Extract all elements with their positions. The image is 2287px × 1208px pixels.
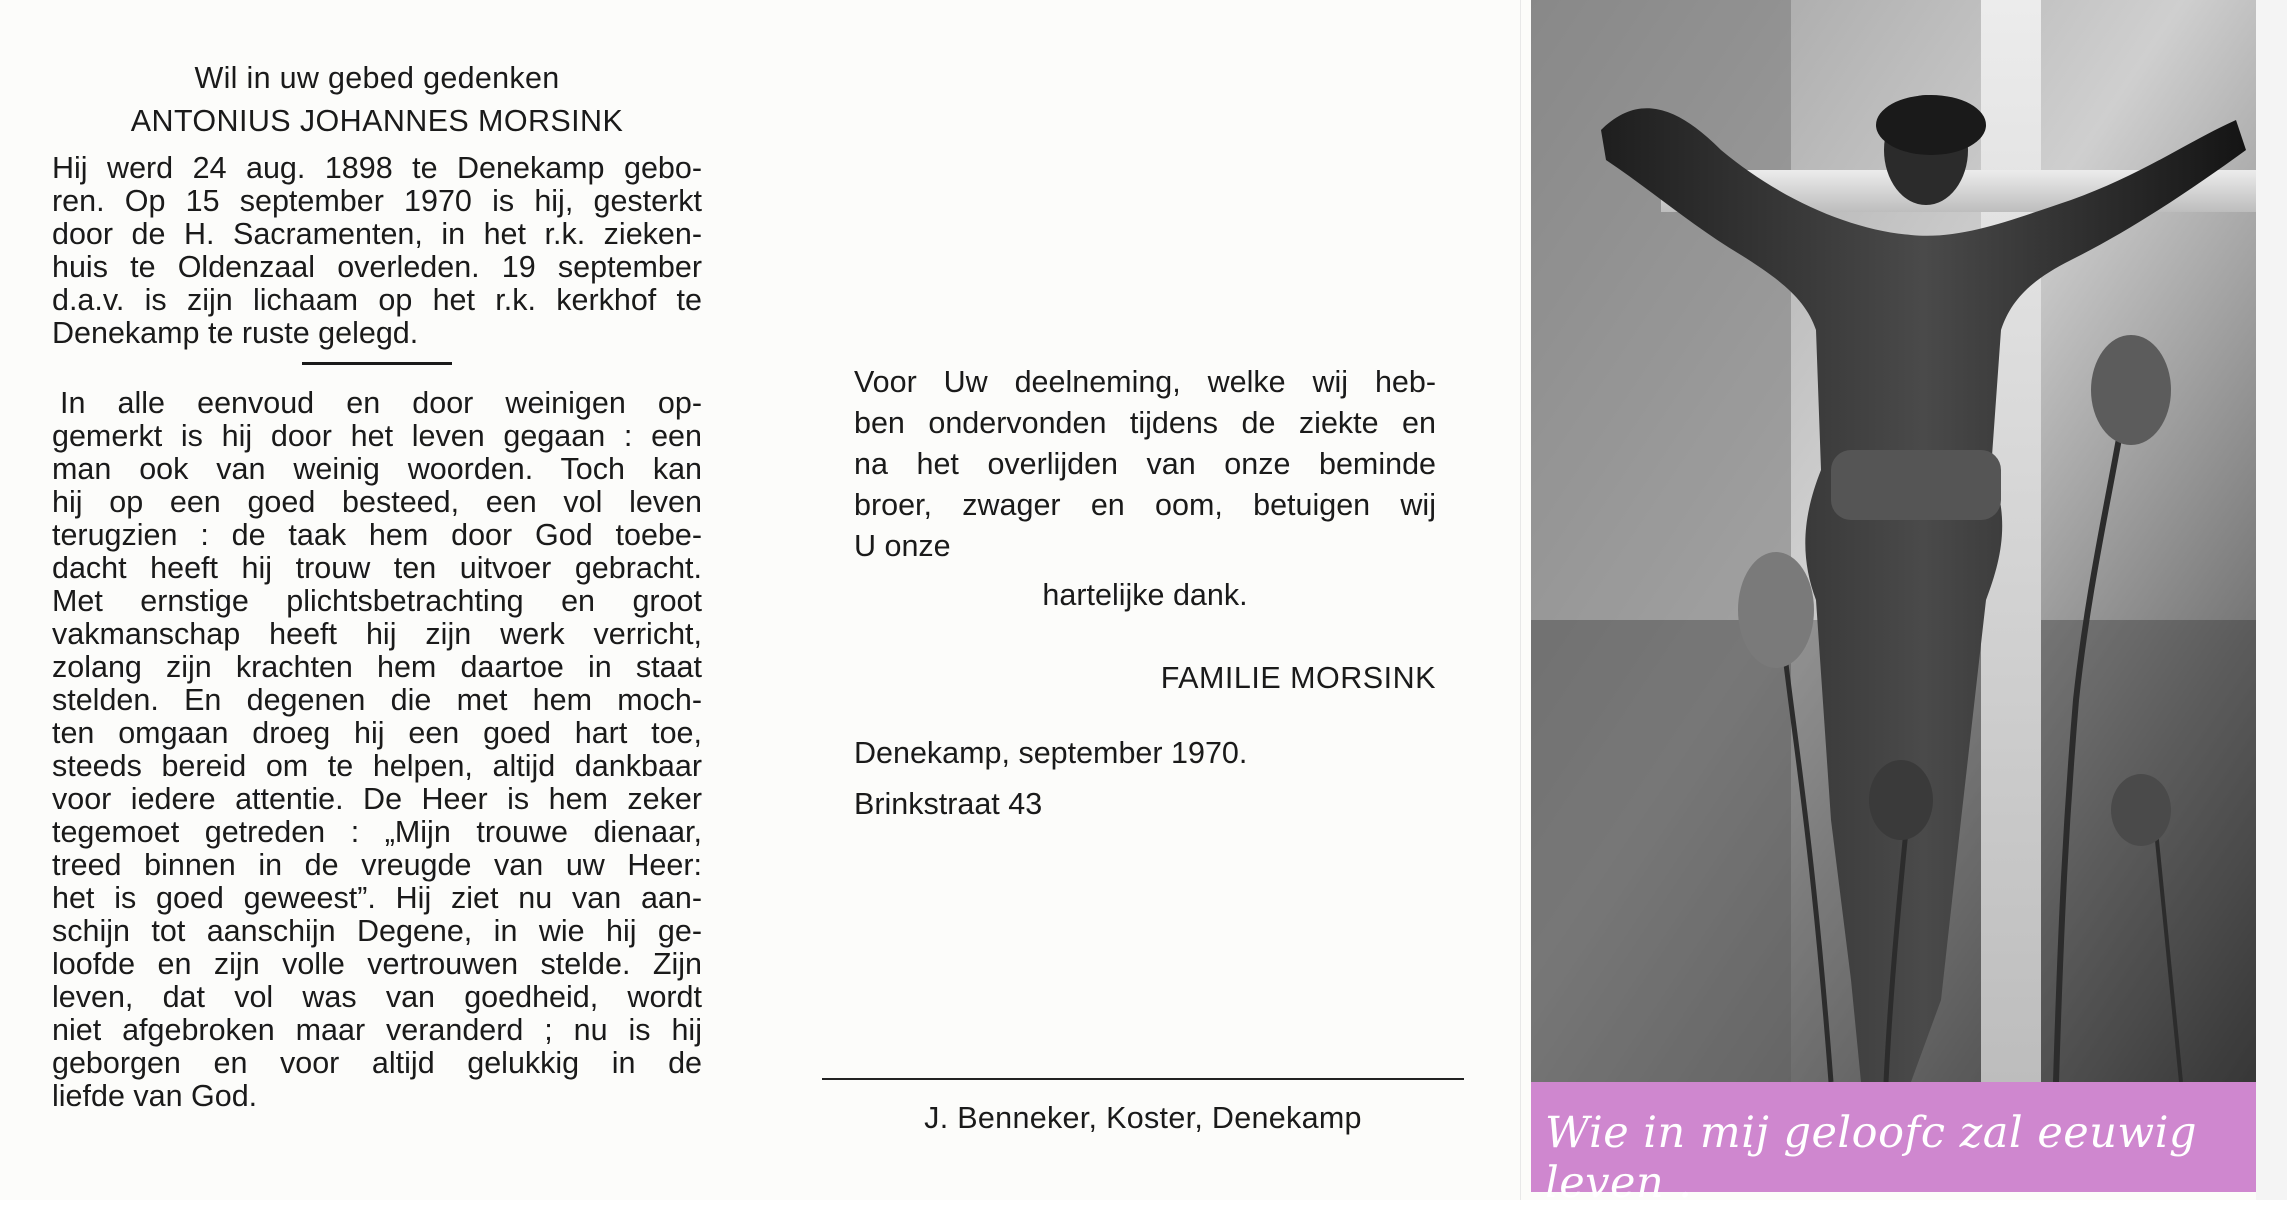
bio-line: door de H. Sacramenten, in het r.k. zieken- bbox=[52, 217, 702, 251]
thanks-line: U onze bbox=[854, 529, 951, 563]
middle-panel bbox=[854, 362, 1436, 825]
thanks-closing: hartelijke dank. bbox=[1042, 578, 1248, 612]
tribute-line: leven, dat vol was van goedheid, wordt bbox=[52, 980, 702, 1014]
deceased-name: ANTONIUS JOHANNES MORSINK bbox=[130, 104, 624, 138]
card-edge bbox=[2256, 0, 2287, 1200]
tribute-line: voor iedere attentie. De Heer is hem zeker bbox=[52, 782, 702, 816]
tribute-text bbox=[52, 387, 702, 1113]
tribute-line: gemerkt is hij door het leven gegaan : een bbox=[52, 419, 702, 453]
address: Brinkstraat 43 bbox=[854, 787, 1043, 821]
tribute-line: In alle eenvoud en door weinigen op- bbox=[60, 386, 702, 420]
printer-credit: J. Benneker, Koster, Denekamp bbox=[924, 1101, 1362, 1135]
tribute-line: schijn tot aanschijn Degene, in wie hij ge- bbox=[52, 914, 702, 948]
tribute-line: dacht heeft hij trouw ten uitvoer gebracht. bbox=[52, 551, 702, 585]
family-signature: FAMILIE MORSINK bbox=[1160, 661, 1436, 695]
thanks-text bbox=[854, 362, 1436, 567]
place-date: Denekamp, september 1970. bbox=[854, 736, 1248, 770]
crucifix-photo bbox=[1531, 0, 2256, 1082]
tribute-line: het is goed geweest”. Hij ziet nu van aan- bbox=[52, 881, 702, 915]
thanks-line: Voor Uw deelneming, welke wij heb- bbox=[854, 365, 1436, 399]
left-panel bbox=[52, 62, 702, 1113]
bio-line: Denekamp te ruste gelegd. bbox=[52, 316, 419, 350]
tribute-line: treed binnen in de vreugde van uw Heer: bbox=[52, 848, 702, 882]
tribute-line: niet afgebroken maar veranderd ; nu is hij bbox=[52, 1013, 702, 1047]
tribute-line: ten omgaan droeg hij een goed hart toe, bbox=[52, 716, 702, 750]
bio-line: huis te Oldenzaal overleden. 19 september bbox=[52, 250, 702, 284]
tribute-line: tegemoet getreden : „Mijn trouwe dienaar, bbox=[52, 815, 702, 849]
bio-line: Hij werd 24 aug. 1898 te Denekamp gebo- bbox=[52, 151, 702, 185]
tribute-line: loofde en zijn volle vertrouwen stelde. Zijn bbox=[52, 947, 702, 981]
tribute-line: Met ernstige plichtsbetrachting en groot bbox=[52, 584, 702, 618]
biography bbox=[52, 152, 702, 350]
tribute-line: steeds bereid om te helpen, altijd dankbaar bbox=[52, 749, 702, 783]
tribute-line: zolang zijn krachten hem daartoe in staat bbox=[52, 650, 702, 684]
tribute-line: geborgen en voor altijd gelukkig in de bbox=[52, 1046, 702, 1080]
tribute-line: liefde van God. bbox=[52, 1079, 258, 1113]
tribute-line: terugzien : de taak hem door God toebe- bbox=[52, 518, 702, 552]
printer-divider bbox=[822, 1078, 1464, 1080]
tribute-line: stelden. En degenen die met hem moch- bbox=[52, 683, 702, 717]
tribute-line: hij op een goed besteed, een vol leven bbox=[52, 485, 702, 519]
intro-line: Wil in uw gebed gedenken bbox=[194, 61, 560, 95]
thanks-line: na het overlijden van onze beminde bbox=[854, 447, 1436, 481]
banner-text: Wie in mij geloofc zal eeuwig leven . bbox=[1545, 1108, 2198, 1208]
tribute-line: man ook van weinig woorden. Toch kan bbox=[52, 452, 702, 486]
thanks-line: broer, zwager en oom, betuigen wij bbox=[854, 488, 1436, 522]
section-divider bbox=[302, 362, 452, 365]
thanks-line: ben ondervonden tijdens de ziekte en bbox=[854, 406, 1436, 440]
scripture-banner bbox=[1531, 1082, 2256, 1208]
tribute-line: vakmanschap heeft hij zijn werk verricht, bbox=[52, 617, 702, 651]
fold-line bbox=[1520, 0, 1521, 1200]
bio-line: ren. Op 15 september 1970 is hij, gesterkt bbox=[52, 184, 702, 218]
bio-line: d.a.v. is zijn lichaam op het r.k. kerkhof te bbox=[52, 283, 702, 317]
crucifix-illustration bbox=[1531, 0, 2256, 1082]
